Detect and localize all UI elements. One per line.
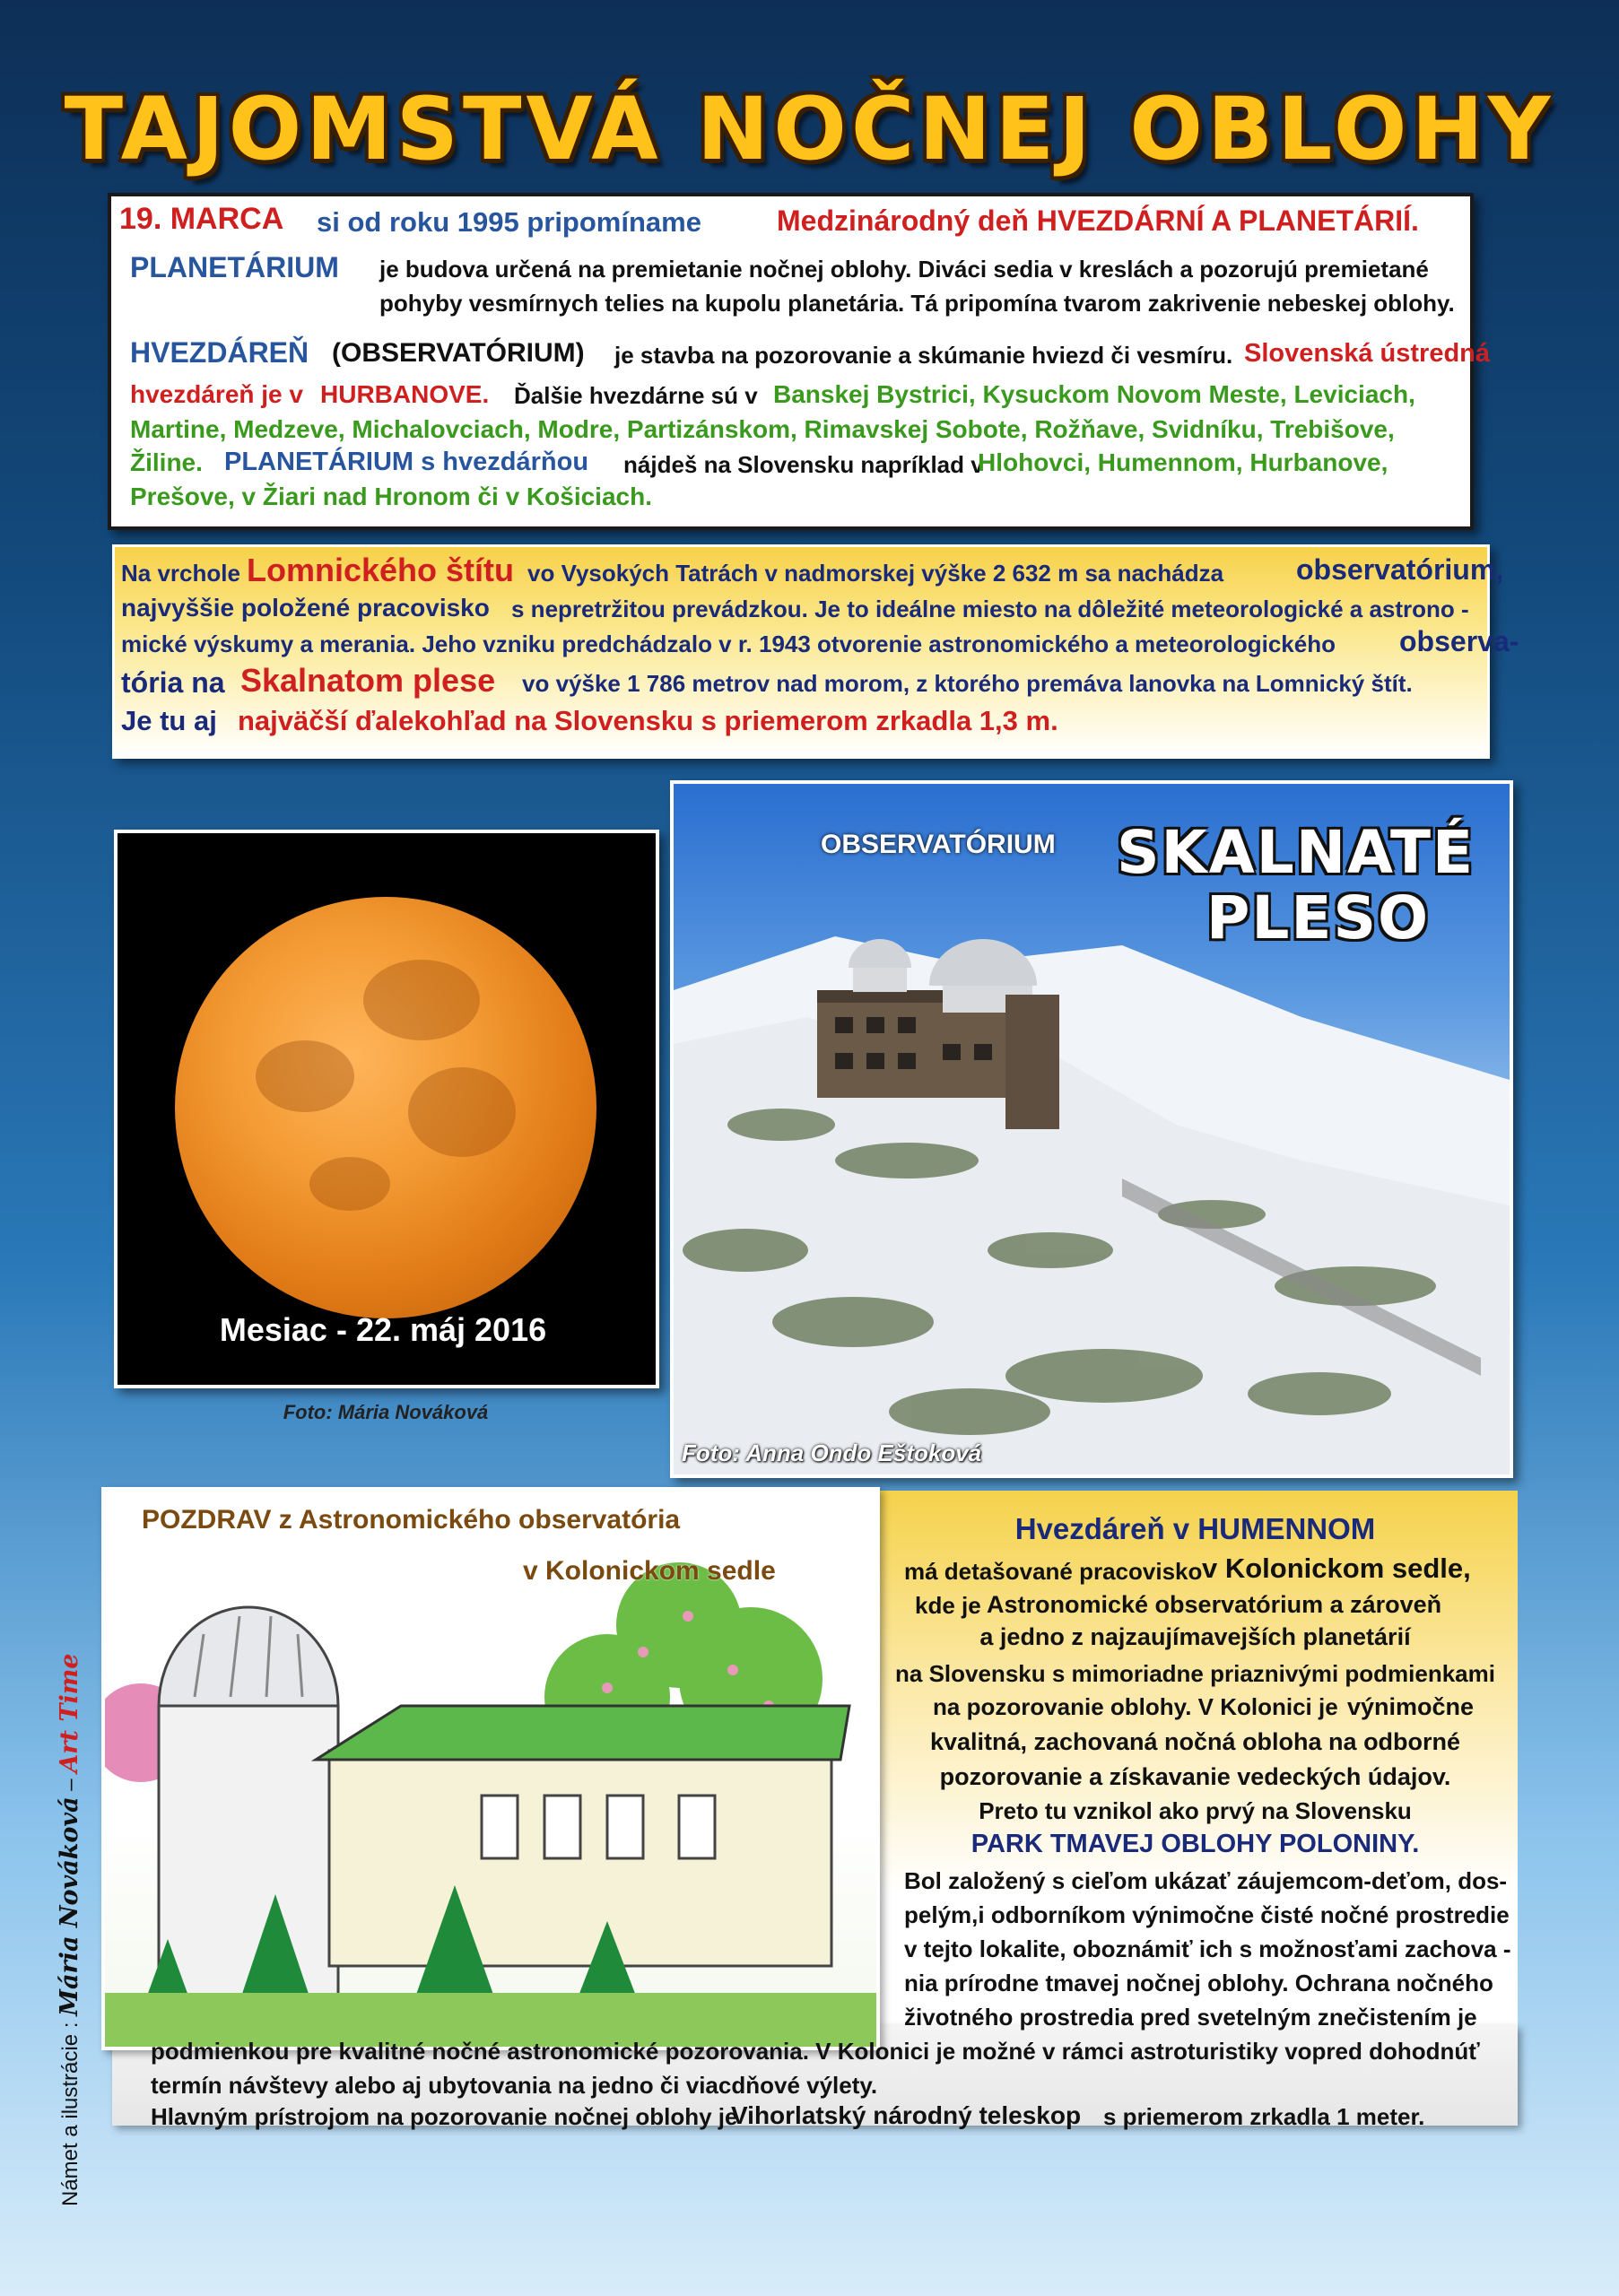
astro-observatory: Astronomické observatórium a zároveň — [987, 1591, 1442, 1618]
towns-1: Banskej Bystrici, Kysuckom Novom Meste, Leviciach, — [773, 380, 1415, 408]
lomnica-l5a: Je tu aj — [121, 705, 217, 736]
other-observatories-text: Ďalšie hvezdárne sú v — [514, 382, 758, 409]
humenne-l2: pelým,i odborníkom výnimočne čisté nočné prostredie — [904, 1901, 1510, 1928]
planetarium-with-observatory: PLANETÁRIUM s hvezdárňou — [224, 448, 589, 476]
humenne-l5: životného prostredia pred svetelným znečistením je — [904, 2004, 1477, 2031]
credit-dash: – — [58, 1779, 83, 1791]
humenne-c1a: má detašované pracovisko — [904, 1558, 1203, 1585]
moon-image — [175, 897, 596, 1318]
moon-caption: Mesiac - 22. máj 2016 — [219, 1311, 547, 1348]
humenne-c3: a jedno z najzaujímavejších planetárií — [979, 1623, 1411, 1650]
observatory-paren: (OBSERVATÓRIUM) — [332, 338, 585, 368]
observatory-text: je stavba na pozorovanie a skúmanie hviezd či vesmíru. — [614, 342, 1233, 369]
vertical-credit — [56, 1654, 83, 2206]
planetarium-text-3: nájdeš na Slovensku napríklad v — [623, 451, 984, 478]
humenne-l1: Bol založený s cieľom ukázať záujemcom-deťom, dos- — [904, 1867, 1508, 1894]
humenne-c5b: výnimočne — [1347, 1693, 1475, 1720]
humenne-w1: podmienkou pre kvalitné nočné astronomické pozorovania. V Kolonici je možné v rámci astroturistiky vopred dohodnúť — [151, 2038, 1480, 2065]
observatory-term: HVEZDÁREŇ — [130, 336, 309, 369]
credit-art-time: Art Time — [56, 1653, 83, 1773]
planetarium-term: PLANETÁRIUM — [130, 251, 339, 283]
observatory-label: OBSERVATÓRIUM — [821, 830, 1056, 859]
lomnica-l3b: observa- — [1399, 625, 1519, 657]
greeting-line-1: POZDRAV z Astronomického observatória — [142, 1505, 681, 1535]
towns-3: Žiline. — [130, 448, 203, 476]
lomnica-l1d: observatórium, — [1296, 553, 1504, 586]
humenne-c7: pozorovanie a získavanie vedeckých údajov. — [939, 1763, 1451, 1790]
lomnica-l3a: mické výskumy a merania. Jeho vzniku predchádzalo v r. 1943 otvorenie astronomického a meteorologického — [121, 631, 1336, 657]
humenne-c6: kvalitná, zachovaná nočná obloha na odborné — [929, 1728, 1461, 1755]
lomnica-l1a: Na vrchole — [121, 560, 240, 587]
page-title: TAJOMSTVÁ NOČNEJ OBLOHY — [64, 79, 1555, 179]
planetarium-text-2: pohyby vesmírnych telies na kupolu planetária. Tá pripomína tvarom zakrivenie nebeskej oblohy. — [379, 290, 1455, 317]
central-observatory: Slovenská ústredná — [1244, 339, 1490, 368]
humenne-l3: v tejto lokalite, oboznámiť ich s možnosťami zachova - — [904, 1935, 1511, 1962]
lomnica-l2b: s nepretržitou prevádzkou. Je to ideálne miesto na dôležité meteorologické a astrono - — [511, 596, 1469, 622]
towns-4: Hlohovci, Humennom, Hurbanove, — [978, 448, 1388, 476]
lomnica-peak: Lomnického štítu — [247, 552, 515, 588]
lomnica-l2a: najvyššie položené pracovisko — [121, 594, 490, 622]
vihorlat-telescope: Vihorlatský národný teleskop — [731, 2101, 1082, 2129]
photo-handwriting-1: SKALNATÉ — [1117, 818, 1475, 887]
lomnica-l4a: tória na — [121, 666, 225, 699]
humenne-w3c: s priemerom zrkadla 1 meter. — [1103, 2103, 1425, 2130]
humenne-c5a: na pozorovanie oblohy. V Kolonici je — [933, 1693, 1338, 1720]
credit-author: Mária Nováková — [56, 1796, 83, 2016]
humenne-c2a: kde je — [915, 1592, 981, 1619]
humenne-heading: Hvezdáreň v HUMENNOM — [1014, 1512, 1376, 1545]
lomnica-l1c: vo Vysokých Tatrách v nadmorskej výške 2 632 m sa nachádza — [527, 560, 1224, 587]
humenne-c8: Preto tu vznikol ako prvý na Slovensku — [979, 1797, 1412, 1824]
towns-5: Prešove, v Žiari nad Hronom či v Košiciach. — [130, 483, 652, 510]
humenne-w2: termín návštevy alebo aj ubytovania na jedno či viacdňové výlety. — [151, 2072, 878, 2099]
photo-handwriting-2: PLESO — [1206, 883, 1431, 952]
humenne-c4: na Slovensku s mimoriadne priaznivými podmienkami — [895, 1660, 1495, 1687]
intro-since: si od roku 1995 pripomíname — [317, 206, 701, 238]
hurbanovo: HURBANOVE. — [320, 380, 490, 408]
greeting-line-2: v Kolonickom sedle — [523, 1556, 776, 1586]
humenne-l4: nia prírodne tmavej nočnej oblohy. Ochrana nočného — [904, 1970, 1493, 1996]
largest-telescope: najväčší ďalekohľad na Slovensku s priemerom zrkadla 1,3 m. — [238, 705, 1058, 736]
lomnica-l4c: vo výške 1 786 metrov nad morom, z ktorého premáva lanovka na Lomnický štít. — [522, 670, 1413, 697]
moon-credit: Foto: Mária Nováková — [283, 1401, 489, 1423]
dark-sky-park: PARK TMAVEJ OBLOHY POLONINY. — [971, 1830, 1420, 1858]
intro-day: Medzinárodný deň HVEZDÁRNÍ A PLANETÁRIÍ. — [777, 204, 1419, 237]
intro-date: 19. MARCA — [119, 202, 284, 236]
planetarium-text-1: je budova určená na premietanie nočnej oblohy. Diváci sedia v kreslách a pozorujú premietané — [379, 256, 1429, 283]
central-observatory-2: hvezdáreň je v — [130, 380, 303, 408]
skalnate-pleso: Skalnatom plese — [240, 662, 496, 699]
towns-2: Martine, Medzeve, Michalovciach, Modre, Partizánskom, Rimavskej Sobote, Rožňave, Svidníku, Trebišove, — [130, 415, 1395, 443]
humenne-w3a: Hlavným prístrojom na pozorovanie nočnej oblohy je — [151, 2103, 738, 2130]
credit-prefix: Námet a ilustrácie : — [58, 2022, 83, 2206]
photo-credit: Foto: Anna Ondo Eštoková — [682, 1439, 982, 1466]
kolonicke-sedlo: v Kolonickom sedle, — [1202, 1552, 1471, 1584]
